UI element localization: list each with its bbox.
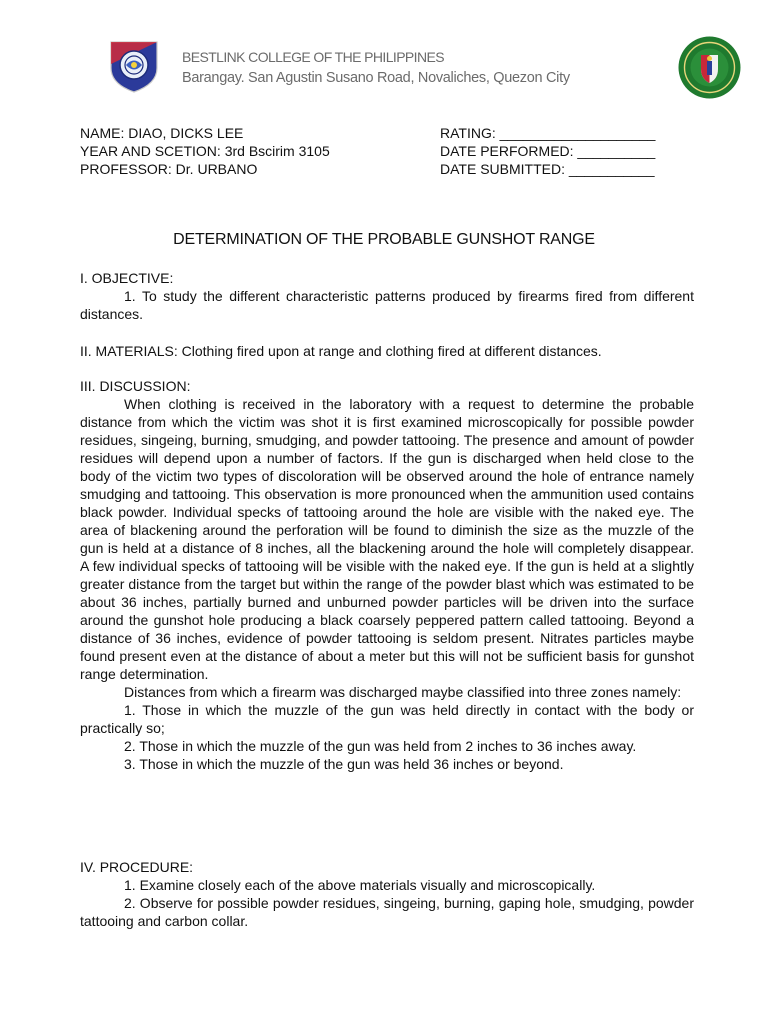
school-address: Barangay. San Agustin Susano Road, Novaliches, Quezon City (182, 70, 570, 86)
date-submitted-field: DATE SUBMITTED: ___________ (440, 161, 655, 177)
zone-item-3: 3. Those in which the muzzle of the gun was held 36 inches or beyond. (124, 756, 564, 772)
college-seal-left-logo (107, 38, 161, 94)
college-seal-right-logo (677, 35, 742, 100)
zone-item-2: 2. Those in which the muzzle of the gun was held from 2 inches to 36 inches away. (124, 738, 637, 754)
student-info (80, 124, 330, 178)
school-name: BESTLINK COLLEGE OF THE PHILIPPINES (182, 49, 444, 65)
materials-text: II. MATERIALS: Clothing fired upon at range and clothing fired at different distances. (80, 343, 602, 359)
grading-info (440, 124, 655, 178)
objective-item-1: 1. To study the different characteristic patterns produced by firearms fired from different distances. (80, 288, 694, 322)
materials-section (80, 342, 694, 360)
procedure-step-1: 1. Examine closely each of the above materials visually and microscopically. (124, 877, 596, 893)
student-name: NAME: DIAO, DICKS LEE (80, 125, 244, 141)
discussion-heading: III. DISCUSSION: (80, 378, 191, 394)
zone-item-1: 1. Those in which the muzzle of the gun was held directly in contact with the body or practically so; (80, 702, 694, 736)
procedure-step-2: 2. Observe for possible powder residues, singeing, burning, gaping hole, smudging, powder tattooing and carbon collar. (80, 895, 694, 929)
discussion-paragraph-2: Distances from which a firearm was discharged maybe classified into three zones namely: (124, 684, 682, 700)
rating-field: RATING: ____________________ (440, 125, 656, 141)
date-performed-field: DATE PERFORMED: __________ (440, 143, 656, 159)
professor-name: PROFESSOR: Dr. URBANO (80, 161, 258, 177)
procedure-section (80, 858, 694, 930)
objective-section (80, 269, 694, 323)
procedure-heading: IV. PROCEDURE: (80, 859, 194, 875)
objective-heading: I. OBJECTIVE: (80, 270, 174, 286)
year-section: YEAR AND SCETION: 3rd Bscirim 3105 (80, 143, 330, 159)
discussion-paragraph-1: When clothing is received in the laboratory with a request to determine the probable distance from which the victim was shot it is first examined microscopically for possible powder residues, singeing, burning, smudging, and powder tattooing. The presence and amount of powder residues will depend upon a number of factors. If the gun is discharged when held close to the body of the victim two types of discoloration will be observed around the hole of entrance namely smudging and tattooing. This observation is more pronounced when the ammunition used contains black powder. Individual specks of tattooing around the hole are visible with the naked eye. The area of blackening around the perforation will be found to diminish the size as the muzzle of the gun is held at a distance of 8 inches, all the blackening around the hole will completely disappear. A few individual specks of tattooing will be visible with the naked eye. If the gun is held at a slightly greater distance from the target but within the range of the powder blast which was estimated to be about 36 inches, partially burned and unburned powder particles will be driven into the surface around the gunshot hole producing a black coarsely peppered pattern called tattooing. Beyond a distance of 36 inches, evidence of powder tattooing is seldom present. Nitrates particles maybe found present even at the distance of about a meter but this will not be sufficient basis for gunshot range determination. (80, 396, 694, 682)
document-title: DETERMINATION OF THE PROBABLE GUNSHOT RANGE (173, 231, 595, 248)
discussion-section (80, 377, 694, 773)
